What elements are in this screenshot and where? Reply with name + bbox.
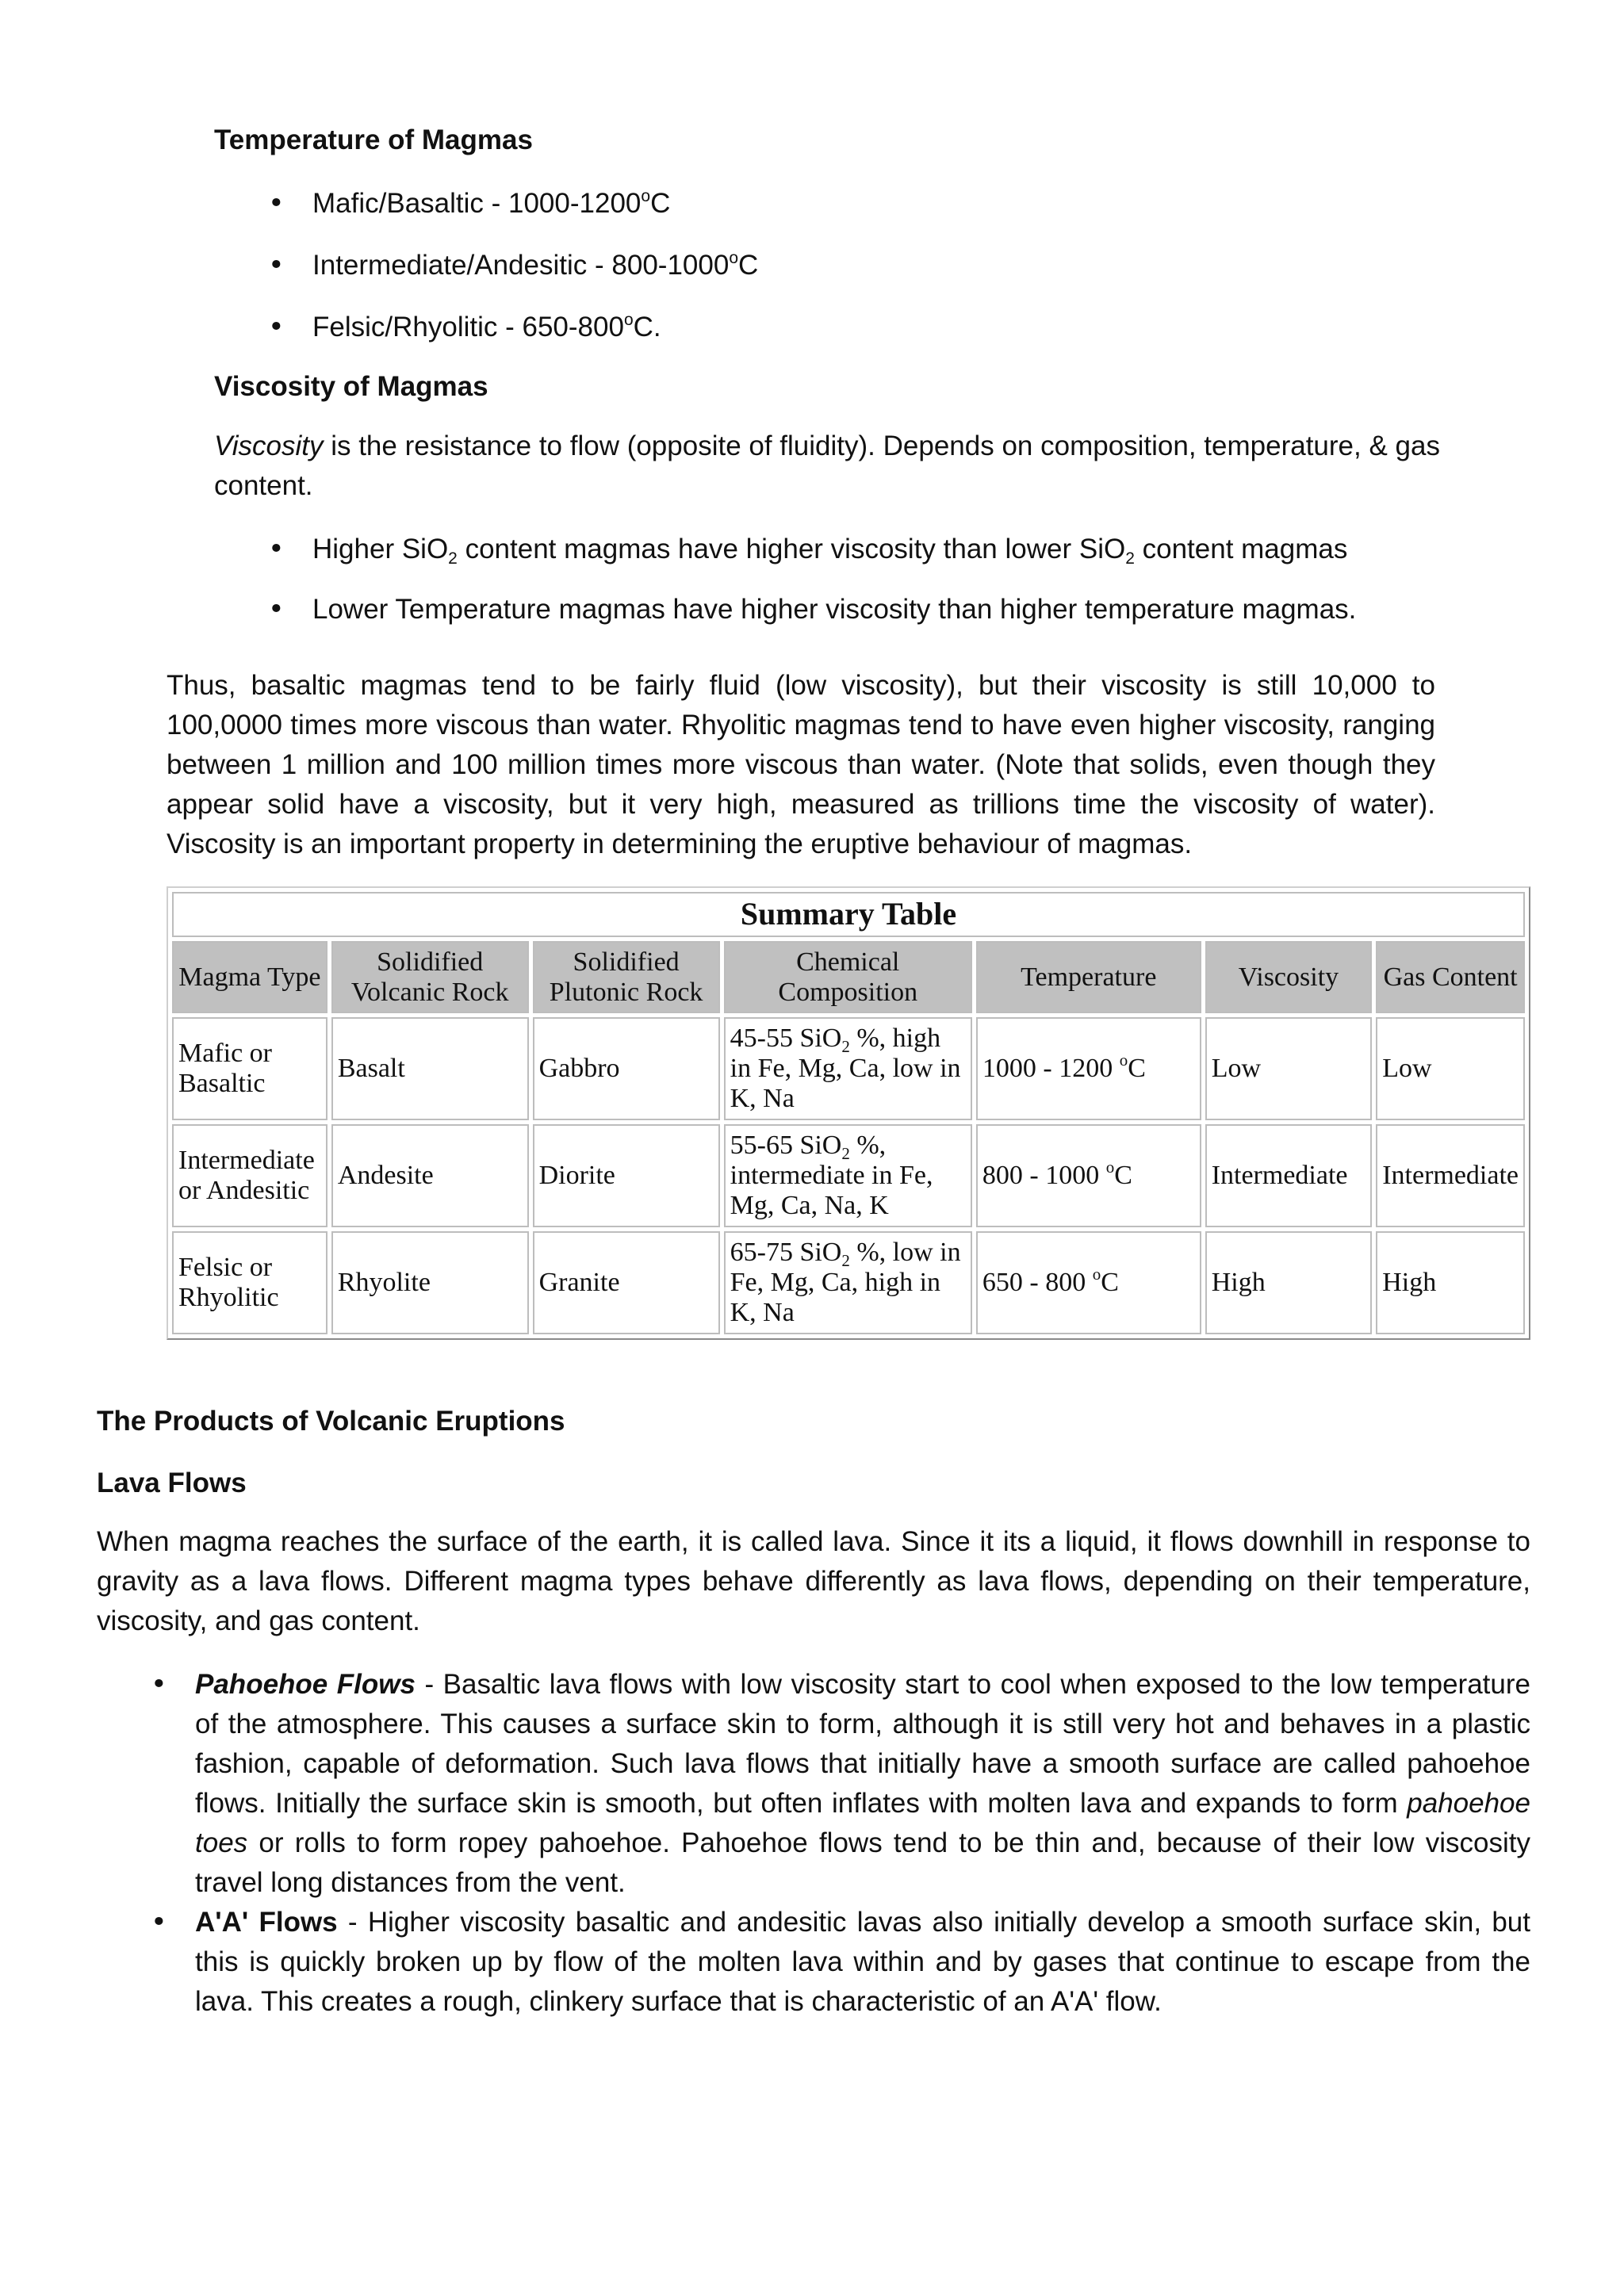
column-header: Solidified Volcanic Rock [331,941,529,1013]
summary-table [167,886,1530,1340]
list-item: • Lower Temperature magmas have higher viscosity than higher temperature magmas. [214,590,1530,650]
viscosity-definition: Viscosity is the resistance to flow (opposite of fluidity). Depends on composition, temperature, & gas content. [214,430,1440,501]
column-header: Magma Type [172,941,327,1013]
viscosity-heading: Viscosity of Magmas [214,371,488,402]
temperature-heading: Temperature of Magmas [214,124,533,155]
products-heading: The Products of Volcanic Eruptions [97,1406,565,1437]
table-row: Felsic or Rhyolitic Rhyolite Granite 65-75 SiO$_2$ %, low in Fe, Mg, Ca, high in K, Na 650 - 800 $^o$C High High [172,1231,1525,1334]
column-header: Viscosity [1205,941,1373,1013]
column-header: Gas Content [1376,941,1525,1013]
bullet-icon: • [268,250,285,281]
lava-flows-intro: When magma reaches the surface of the earth, it is called lava. Since it its a liquid, it flows downhill in response to gravity as a lava flows. Different magma types behave differently as lava flows, depending on their temperature, viscosity, and gas content. [97,1526,1530,1636]
list-item: • Felsic/Rhyolitic - 650-800$^o$C. [214,308,1483,369]
column-header: Solidified Plutonic Rock [533,941,720,1013]
bullet-icon: • [268,534,285,565]
viscosity-list [214,530,1530,650]
bullet-icon: • [268,188,285,220]
table-header-row [172,941,1525,1013]
bullet-icon: • [151,1669,167,1701]
table-row: Intermediate or Andesitic Andesite Diorite 55-65 SiO$_2$ %, intermediate in Fe, Mg, Ca, Na, K 800 - 1000 $^o$C Intermediate Intermediate [172,1124,1525,1227]
list-item: • Mafic/Basaltic - 1000-1200$^o$C [214,184,1483,246]
list-item: • A'A' Flows - Higher viscosity basaltic and andesitic lavas also initially develop a smooth surface skin, but this is quickly broken up by flow of the molten lava within and by gases that continue to escape from the lava. This creates a rough, clinkery surface that is characteristic of an A'A' flow. [97,1903,1530,2022]
bullet-icon: • [151,1907,167,1938]
column-header: Chemical Composition [724,941,972,1013]
column-header: Temperature [976,941,1201,1013]
list-item: • Intermediate/Andesitic - 800-1000$^o$C [214,246,1483,308]
list-item: • Higher SiO$_2$ content magmas have higher viscosity than lower SiO$_2$ content magmas [214,530,1530,590]
list-item: • Pahoehoe Flows - Basaltic lava flows with low viscosity start to cool when exposed to the low temperature of the atmosphere. This causes a surface skin to form, although it is still very hot and behaves in a plastic fashion, capable of deformation. Such lava flows that initially have a smooth surface are called pahoehoe flows. Initially the surface skin is smooth, but often inflates with molten lava and expands to form pahoehoe toes or rolls to form ropey pahoehoe. Pahoehoe flows tend to be thin and, because of their low viscosity travel long distances from the vent. [97,1665,1530,1903]
lava-flow-types-list [97,1665,1530,2022]
bullet-icon: • [268,312,285,343]
temperature-list [214,184,1483,369]
table-title: Summary Table [172,892,1525,937]
bullet-icon: • [268,594,285,626]
table-row: Mafic or Basaltic Basalt Gabbro 45-55 SiO$_2$ %, high in Fe, Mg, Ca, low in K, Na 1000 - 1200 $^o$C Low Low [172,1017,1525,1120]
lava-flows-heading: Lava Flows [97,1468,247,1498]
viscosity-explanation: Thus, basaltic magmas tend to be fairly fluid (low viscosity), but their viscosity is still 10,000 to 100,0000 times more viscous than water. Rhyolitic magmas tend to have even higher viscosity, ranging between 1 million and 100 million times more viscous than water. (Note that solids, even though they appear solid have a viscosity, but it very high, measured as trillions time the viscosity of water). Viscosity is an important property in determining the eruptive behaviour of magmas. [167,670,1435,859]
